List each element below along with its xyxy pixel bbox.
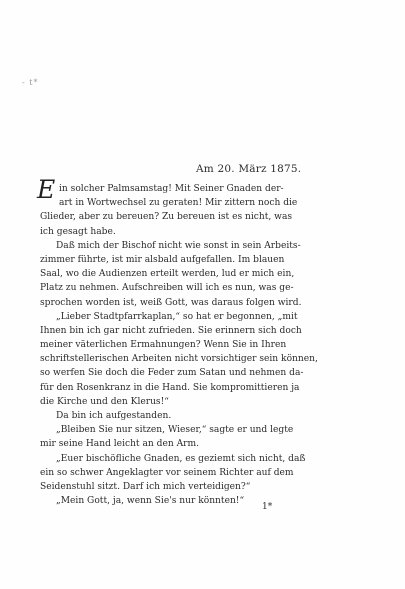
text-line: Platz zu nehmen. Aufschreiben will ich es nun, was ge- (40, 283, 294, 294)
text-line: zimmer führte, ist mir alsbald aufgefallen. Im blauen (40, 254, 285, 265)
text-line: die Kirche und den Klerus!“ (40, 396, 169, 407)
text-line: „Lieber Stadtpfarrkaplan,“ so hat er begonnen, „mit (56, 311, 298, 322)
text-line: ein so schwer Angeklagter vor seinem Richter auf dem (40, 467, 294, 478)
text-line: art in Wortwechsel zu geraten! Mir zittern noch die (59, 198, 298, 209)
page-number: 1* (262, 502, 273, 512)
text-line: für den Rosenkranz in die Hand. Sie kompromittieren ja (40, 382, 300, 393)
text-line: mir seine Hand leicht an den Arm. (40, 439, 200, 450)
text-line: Ihnen bin ich gar nicht zufrieden. Sie erinnern sich doch (40, 325, 302, 336)
text-line: Da bin ich aufgestanden. (56, 411, 172, 421)
margin-mark: - t* (22, 78, 39, 87)
text-line: Daß mich der Bischof nicht wie sonst in sein Arbeits- (56, 240, 301, 251)
body-text (37, 175, 352, 508)
text-line: schriftstellerischen Arbeiten nicht vorsichtiger sein können, (40, 354, 318, 365)
text-line: Saal, wo die Audienzen erteilt werden, lud er mich ein, (40, 269, 295, 280)
text-line: „Euer bischöfliche Gnaden, es geziemt sich nicht, daß (56, 453, 306, 464)
text-line: sprochen worden ist, weiß Gott, was daraus folgen wird. (40, 297, 302, 308)
drop-cap: E (37, 175, 56, 204)
dateline: Am 20. März 1875. (196, 163, 302, 175)
text-line: „Bleiben Sie nur sitzen, Wieser,“ sagte er und legte (56, 425, 294, 436)
text-line: „Mein Gott, ja, wenn Sie's nur könnten!“ (56, 496, 245, 507)
text-line: ich gesagt habe. (40, 226, 116, 237)
text-line-content: in solcher Palmsamstag! Mit Seiner Gnaden der- (59, 184, 284, 194)
text-line: so werfen Sie doch die Feder zum Satan und nehmen da- (40, 368, 304, 379)
text-line: Glieder, aber zu bereuen? Zu bereuen ist es nicht, was (40, 212, 293, 223)
text-line: meiner väterlichen Ermahnungen? Wenn Sie in Ihren (40, 340, 287, 351)
text-line: Seidenstuhl sitzt. Darf ich mich verteidigen?“ (40, 481, 251, 492)
